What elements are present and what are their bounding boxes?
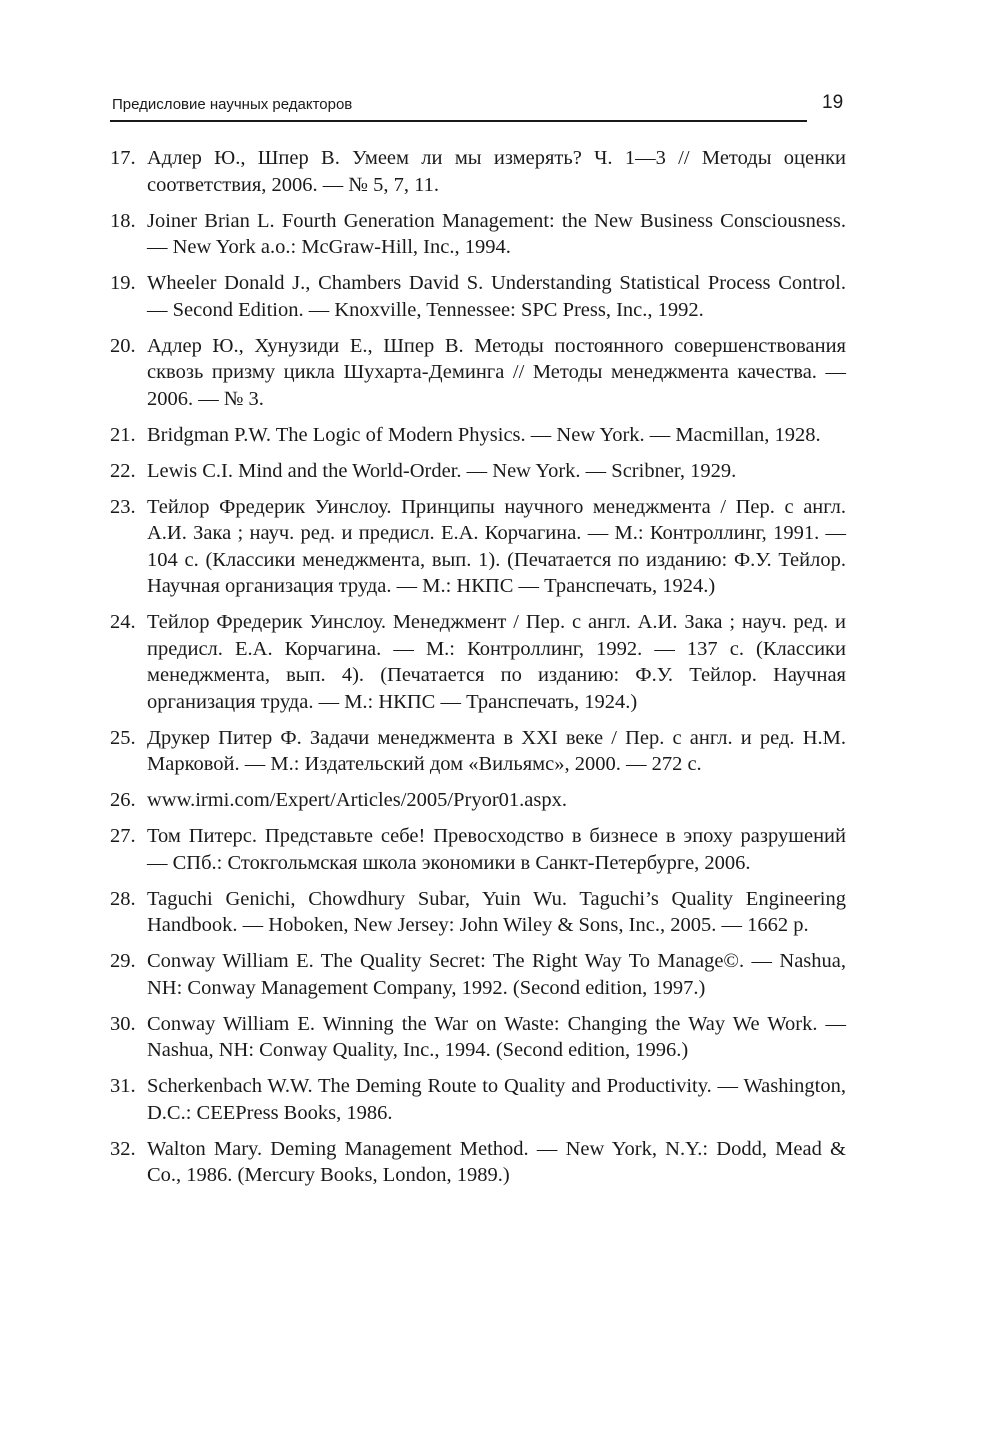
reference-text: Тейлор Фредерик Уинслоу. Менеджмент / Пер. с англ. А.И. Зака ; науч. ред. и предисл. Е.А. Корчагина. — М.: Контроллинг, 1992. — 137 с. (Классики менеджмента, вып. 4). (Печатается по изданию: Ф.У. Тейлор. Научная организация труда. — М.: НКПС — Транспечать, 1924.) <box>147 611 846 713</box>
reference-text: Conway William E. Winning the War on Waste: Changing the Way We Work. — Nashua, NH: Conway Quality, Inc., 1994. (Second edition, 1996.) <box>147 1012 846 1061</box>
reference-number: 22. <box>110 459 136 482</box>
reference-item <box>110 494 846 600</box>
reference-number: 21. <box>110 423 136 446</box>
reference-item <box>110 725 846 778</box>
reference-item <box>110 886 846 939</box>
reference-item <box>110 787 846 814</box>
reference-text: Scherkenbach W.W. The Deming Route to Quality and Productivity. — Washington, D.C.: CEEPress Books, 1986. <box>147 1075 846 1124</box>
reference-text: Тейлор Фредерик Уинслоу. Принципы научного менеджмента / Пер. с англ. А.И. Зака ; науч. ред. и предисл. Е.А. Корчагина. — М.: Контроллинг, 1991. — 104 с. (Классики менеджмента, вып. 1). (Печатается по изданию: Ф.У. Тейлор. Научная организация труда. — М.: НКПС — Транспечать, 1924.) <box>147 495 846 597</box>
running-header <box>110 92 807 122</box>
reference-number: 20. <box>110 334 136 357</box>
reference-number: 30. <box>110 1012 136 1035</box>
reference-item <box>110 1136 846 1189</box>
reference-text: Адлер Ю., Шпер В. Умеем ли мы измерять? Ч. 1—3 // Методы оценки соответствия, 2006. — № 5, 7, 11. <box>147 147 846 196</box>
reference-list <box>110 145 846 1198</box>
reference-number: 18. <box>110 209 136 232</box>
reference-text: Том Питерс. Представьте себе! Превосходство в бизнесе в эпоху разрушений — СПб.: Стокгольмская школа экономики в Санкт-Петербурге, 2006. <box>147 825 846 874</box>
reference-text: www.irmi.com/Expert/Articles/2005/Pryor01.aspx. <box>147 789 567 811</box>
reference-number: 24. <box>110 611 136 633</box>
reference-item <box>110 333 846 413</box>
reference-number: 26. <box>110 789 136 811</box>
reference-text: Адлер Ю., Хунузиди Е., Шпер В. Методы постоянного совершенствования сквозь призму цикла Шухарта-Деминга // Методы менеджмента качества. — 2006. — № 3. <box>147 334 846 410</box>
reference-item <box>110 270 846 323</box>
reference-item <box>110 422 846 449</box>
reference-number: 19. <box>110 272 136 294</box>
reference-text: Друкер Питер Ф. Задачи менеджмента в XXI веке / Пер. с англ. и ред. Н.М. Марковой. — М.: Издательский дом «Вильямс», 2000. — 272 с. <box>147 726 846 775</box>
running-title: Предисловие научных редакторов <box>112 96 353 113</box>
reference-text: Wheeler Donald J., Chambers David S. Understanding Statistical Process Control. — Second Edition. — Knoxville, Tennessee: SPC Press, Inc., 1992. <box>147 272 846 321</box>
reference-text: Conway William E. The Quality Secret: The Right Way To Manage©. — Nashua, NH: Conway Management Company, 1992. (Second edition, 1997.) <box>147 950 846 999</box>
reference-item <box>110 458 846 485</box>
reference-number: 28. <box>110 887 136 910</box>
reference-item <box>110 208 846 261</box>
reference-text: Walton Mary. Deming Management Method. — New York, N.Y.: Dodd, Mead & Co., 1986. (Mercury Books, London, 1989.) <box>147 1137 846 1186</box>
reference-item <box>110 823 846 876</box>
reference-number: 32. <box>110 1137 136 1160</box>
reference-number: 27. <box>110 825 136 847</box>
reference-number: 29. <box>110 950 136 972</box>
reference-number: 31. <box>110 1075 136 1097</box>
reference-item <box>110 145 846 198</box>
reference-text: Lewis C.I. Mind and the World-Order. — New York. — Scribner, 1929. <box>147 459 737 482</box>
reference-number: 17. <box>110 147 136 169</box>
reference-number: 23. <box>110 495 136 518</box>
reference-text: Bridgman P.W. The Logic of Modern Physics. — New York. — Macmillan, 1928. <box>147 423 821 446</box>
reference-item <box>110 1011 846 1064</box>
reference-item <box>110 1073 846 1126</box>
reference-item <box>110 609 846 715</box>
reference-item <box>110 948 846 1001</box>
reference-text: Taguchi Genichi, Chowdhury Subar, Yuin Wu. Taguchi’s Quality Engineering Handbook. — Hoboken, New Jersey: John Wiley & Sons, Inc., 2005. — 1662 p. <box>147 887 846 936</box>
page-number: 19 <box>822 92 844 113</box>
reference-number: 25. <box>110 726 136 749</box>
reference-text: Joiner Brian L. Fourth Generation Management: the New Business Consciousness. — New York a.o.: McGraw-Hill, Inc., 1994. <box>147 209 846 258</box>
